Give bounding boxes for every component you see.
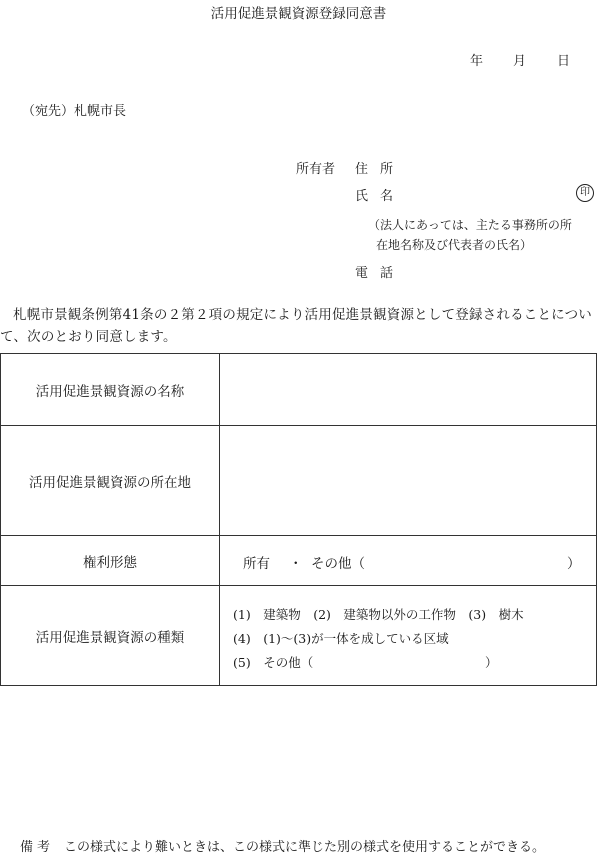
- resource-type-label: 活用促進景観資源の種類: [1, 586, 220, 686]
- rights-form-label: 権利形態: [1, 536, 220, 586]
- type-options-line3[interactable]: (5) その他（: [233, 655, 314, 670]
- resource-location-field[interactable]: [220, 426, 597, 536]
- rights-form-field[interactable]: [220, 536, 597, 586]
- resource-info-table: [0, 353, 597, 686]
- seal-mark: 印: [576, 184, 594, 202]
- type-options-line2[interactable]: (4) (1)～(3)が一体を成している区域: [233, 631, 449, 646]
- date-month: 月: [513, 54, 527, 69]
- table-row: [1, 426, 597, 536]
- type-other-close: ）: [485, 655, 498, 670]
- resource-name-label: 活用促進景観資源の名称: [1, 354, 220, 426]
- type-options-line1[interactable]: (1) 建築物 (2) 建築物以外の工作物 (3) 樹木: [233, 607, 524, 622]
- address-label: 住所: [355, 162, 406, 177]
- resource-name-field[interactable]: [220, 354, 597, 426]
- phone-label: 電話: [355, 266, 406, 281]
- table-row: [1, 354, 597, 426]
- table-row: [1, 586, 597, 686]
- resource-location-label: 活用促進景観資源の所在地: [1, 426, 220, 536]
- document-title: 活用促進景観資源登録同意書: [210, 6, 387, 22]
- rights-other-option[interactable]: その他（: [311, 556, 365, 572]
- date-day: 日: [557, 54, 571, 69]
- corporate-note-line1: （法人にあっては、主たる事務所の所: [368, 218, 572, 232]
- addressee: （宛先）札幌市長: [22, 104, 127, 119]
- remarks-label: 備考: [20, 840, 55, 855]
- rights-owned-option[interactable]: 所有: [243, 556, 270, 572]
- rights-separator: ・: [289, 556, 303, 572]
- remarks-text: この様式により難いときは、この様式に準じた別の様式を使用することができる。: [64, 840, 546, 855]
- date-year: 年: [470, 54, 484, 69]
- owner-label: 所有者: [296, 162, 336, 177]
- table-row: [1, 536, 597, 586]
- rights-other-close: ）: [567, 556, 581, 572]
- remarks: [20, 836, 545, 855]
- consent-statement: 札幌市景観条例第41条の２第２項の規定により活用促進景観資源として登録されることについて、次のとおり同意します。: [0, 307, 593, 345]
- corporate-note-line2: 在地名称及び代表者の氏名）: [376, 238, 533, 252]
- name-label: 氏名: [355, 189, 406, 204]
- resource-type-field[interactable]: [220, 586, 597, 686]
